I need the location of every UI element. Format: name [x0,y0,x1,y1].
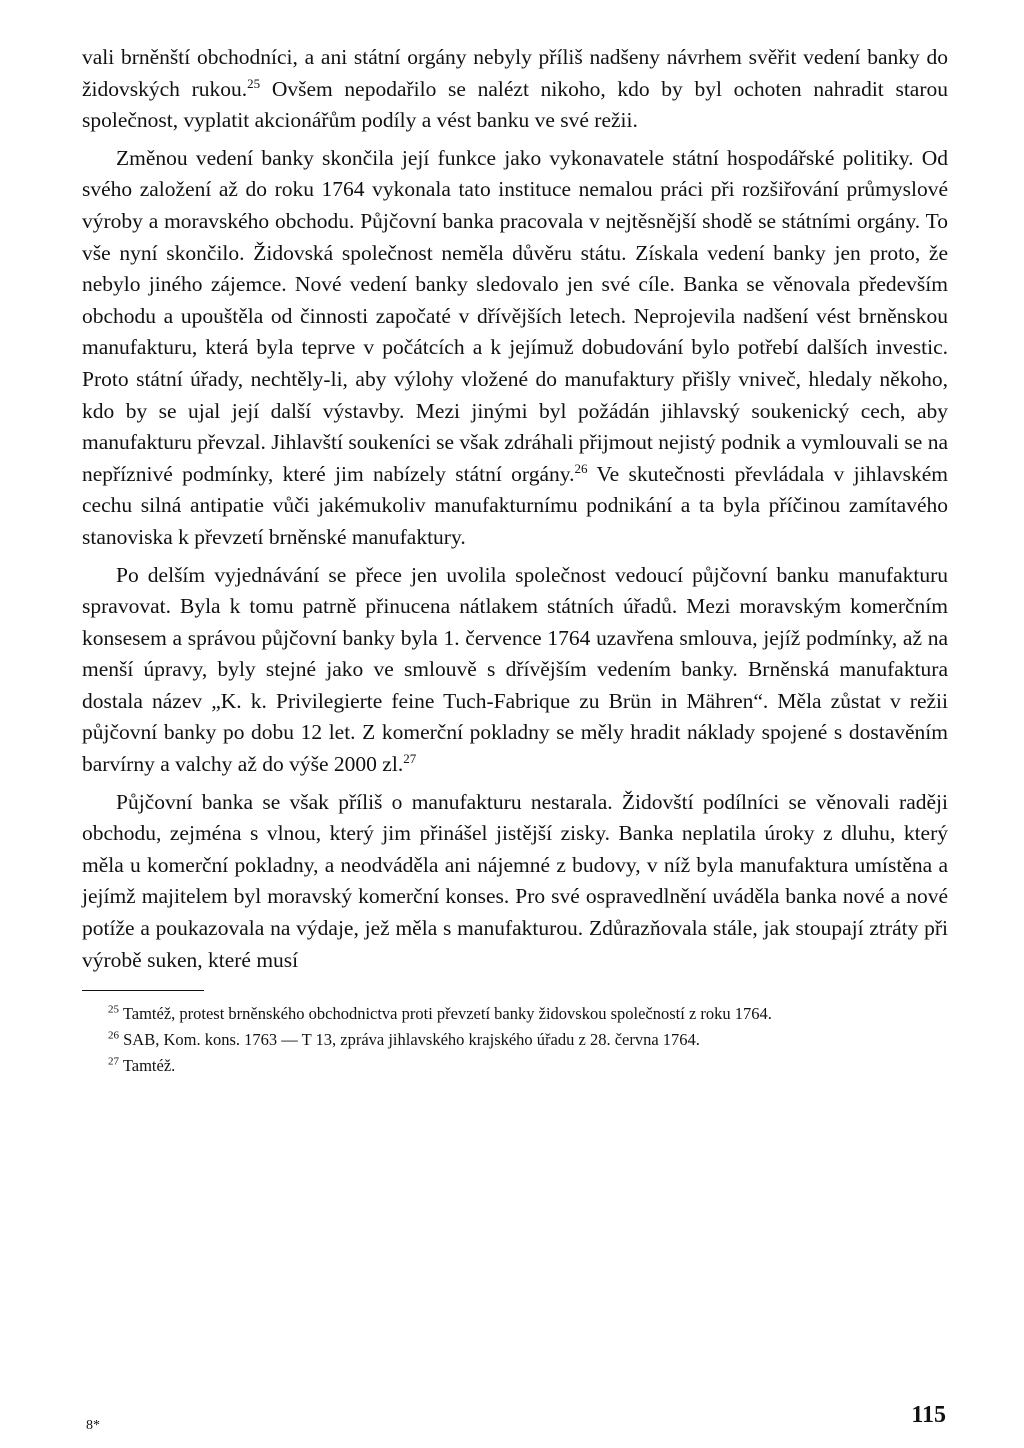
footnote-number: 26 [108,1029,119,1042]
footnote-26 [82,1027,948,1053]
paragraph-text: Změnou vedení banky skončila její funkce jako vykonavatele státní hospodářské politiky. Od svého založení až do roku 1764 vykonala tato instituce nemalou práci při rozšiřování průmyslové výroby a moravského obchodu. Půjčovní banka pracovala v nejtěsnější shodě se státními orgány. To vše nyní skončilo. Židovská společnost neměla důvěru státu. Získala vedení banky jen proto, že nebylo jiného zájemce. Nové vedení banky sledovalo jen své cíle. Banka se věnovala především obchodu a upouštěla od činnosti započaté v dřívějších letech. Neprojevila nadšení vést brněnskou manufakturu, která byla teprve v počátcích a k jejímuž dobudování bylo potřebí dalších investic. Proto státní úřady, nechtěly-li, aby výlohy vložené do manufaktury přišly vniveč, hledaly někoho, kdo by se ujal její další výstavby. Mezi jinými byl požádán jihlavský soukenický cech, aby manufakturu převzal. Jihlavští soukeníci se však zdráhali přijmout nejistý podnik a vymlouvali se na nepříznivé podmínky, které jim nabízely státní orgány. [82,145,948,486]
footnote-ref-27: 27 [403,750,417,766]
page-number: 115 [911,1402,946,1428]
paragraph-text: Ovšem nepodařilo se nalézt nikoho, kdo by byl ochoten nahradit starou společnost, vyplatit akcionářům podíly a vést banku ve své režii. [82,76,948,133]
paragraph-text: Ve skutečnosti převládala v jihlavském cechu silná antipatie vůči jakémukoliv manufakturnímu podnikání a ta byla příčinou zamítavého stanoviska k převzetí brněnské manufaktury. [82,461,948,549]
signature-mark: 8* [86,1418,100,1433]
footnote-text: Tamtéž. [122,1056,176,1076]
page-content [82,42,948,1079]
footnote-text: SAB, Kom. kons. 1763 — T 13, zpráva jihlavského krajského úřadu z 28. června 1764. [123,1030,700,1050]
paragraph-1 [82,42,948,137]
footnote-ref-26: 26 [574,460,588,476]
paragraph-4 [82,787,948,977]
footnote-number: 25 [108,1003,119,1016]
paragraph-text: Půjčovní banka se však příliš o manufakturu nestarala. Židovští podílníci se věnovali raději obchodu, zejména s vlnou, který jim přinášel jistější zisky. Banka neplatila úroky z dluhu, který měla u komerční pokladny, a neodváděla ani nájemné z budovy, v níž byla manufaktura umístěna a jejímž majitelem byl moravský komerční konses. Pro své ospravedlnění uváděla banka nové a nové potíže a poukazovala na výdaje, jež měla s manufakturou. Zdůrazňovala stále, jak stoupají ztráty při výrobě suken, které musí [82,789,948,972]
footnote-27 [82,1053,948,1079]
footnote-number: 27 [108,1055,119,1068]
paragraph-3 [82,560,948,781]
paragraph-text: vali brněnští obchodníci, a ani státní orgány nebyly příliš nadšeny návrhem svěřit vedení banky do židovských rukou. [82,45,948,101]
paragraph-2 [82,143,948,554]
footnote-25 [82,1001,948,1027]
footnote-divider [82,990,204,991]
footnotes [82,1001,948,1079]
paragraph-text: Po delším vyjednávání se přece jen uvolila společnost vedoucí půjčovní banku manufakturu spravovat. Byla k tomu patrně přinucena nátlakem státních úřadů. Mezi moravským komerčním konsesem a správou půjčovní banky byla 1. července 1764 uzavřena smlouva, jejíž podmínky, až na menší úpravy, byly stejné jako ve smlouvě s dřívějším vedením banky. Brněnská manufaktura dostala název „K. k. Privilegierte feine Tuch-Fabrique zu Brün in Mähren“. Měla zůstat v režii půjčovní banky po dobu 12 let. Z komerční pokladny se měly hradit náklady spojené s dostavěním barvírny a valchy až do výše 2000 zl. [82,562,948,777]
footnote-text: Tamtéž, protest brněnského obchodnictva proti převzetí banky židovskou společností z roku 1764. [122,1004,772,1024]
body-text [82,42,948,976]
footnote-ref-25: 25 [247,75,261,91]
